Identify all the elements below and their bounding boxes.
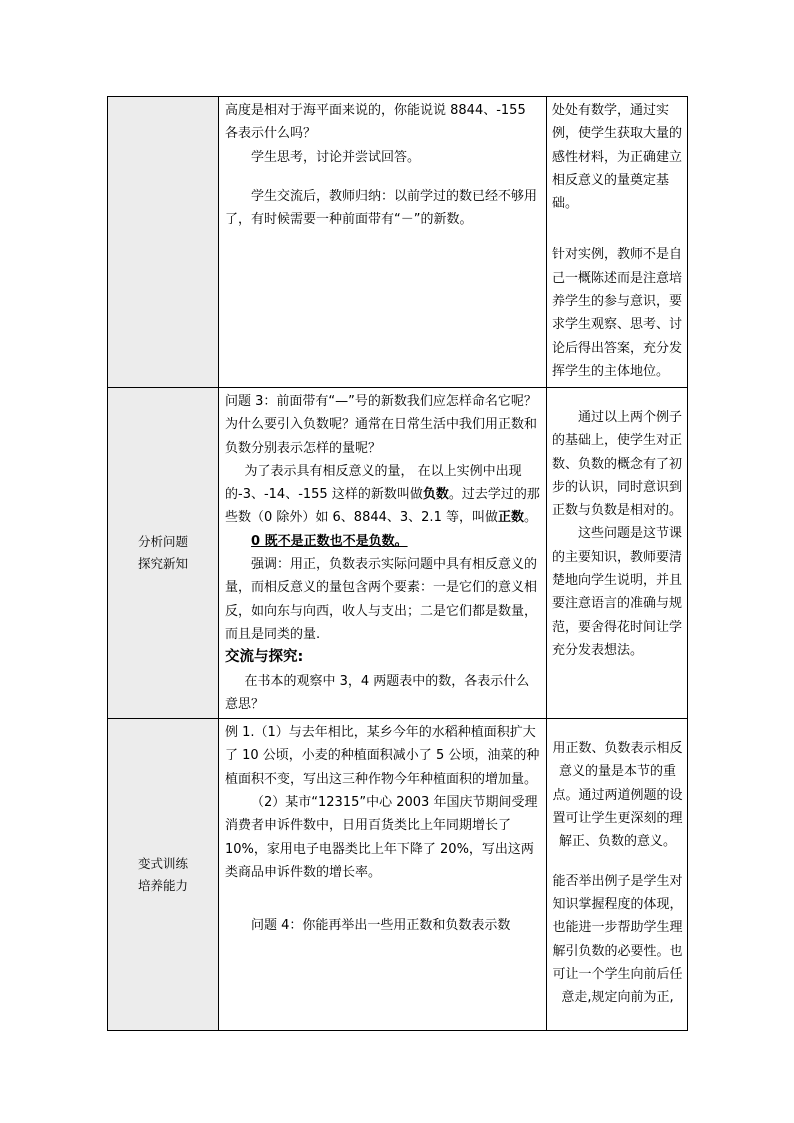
paragraph: 针对实例，教师不是自己一概陈述而是注意培养学生的参与意识，要求学生观察、思考、讨论后得出答案，充分发挥学生的主体地位。 (552, 247, 683, 379)
paragraph: 学生思考，讨论并尝试回答。 (251, 149, 421, 165)
lesson-plan-table (107, 96, 688, 1031)
text-run: 为了表示具有相反意义的量， 在以上实例中出现的-3、-14、-155 这样的新数叫做 (225, 463, 522, 503)
paragraph: 强调：用正，负数表示实际问题中具有相反意义的量，而相反意义的量包含两个要素：一是它们的意义相反，如向东与向西，收人与支出；二是它们都是数量，而且是同类的量. (225, 557, 538, 642)
stage-label-line: 分析问题 (137, 534, 188, 550)
bold-term-negative: 负数 (422, 487, 449, 503)
table-row (108, 388, 688, 719)
bold-term-positive: 正数 (497, 510, 524, 526)
table-row (108, 719, 688, 1031)
section-heading: 交流与探究: (225, 649, 304, 666)
content-cell (219, 97, 547, 388)
content-cell (219, 388, 547, 719)
stage-label-line: 探究新知 (137, 556, 188, 572)
paragraph: 用正数、负数表示相反意义的量是本节的重点。通过两道例题的设置可让学生更深刻的理解正、负数的意义。 (552, 741, 683, 850)
paragraph: 处处有数学，通过实例，使学生获取大量的感性材料，为正确建立相反意义的量奠定基础。 (552, 103, 683, 212)
stage-cell (108, 719, 219, 1031)
content-cell (219, 719, 547, 1031)
stage-label-line: 培养能力 (137, 877, 188, 893)
text-run: 。 (523, 510, 537, 526)
paragraph (225, 460, 541, 530)
spacer (225, 884, 541, 914)
paragraph (225, 530, 541, 553)
stage-cell (108, 97, 219, 388)
underlined-statement: 0 既不是正数也不是负数。 (251, 533, 408, 549)
paragraph: 在书本的观察中 3，4 两题表中的数，各表示什么意思？ (225, 673, 530, 712)
paragraph: 例 1.（1）与去年相比，某乡今年的水稻种植面积扩大了 10 公顷，小麦的种植面积减小了 5 公顷，油菜的种植面积不变，写出这三种作物今年种植面积的增加量。 (225, 725, 540, 787)
table-row (108, 97, 688, 388)
stage-label-line: 变式训练 (137, 855, 188, 871)
paragraph: 高度是相对于海平面来说的，你能说说 8844、-155 各表示什么吗？ (225, 103, 526, 142)
note-cell (547, 719, 688, 1031)
paragraph: 问题 3：前面带有“—”号的新数我们应怎样命名它呢？为什么要引入负数呢？通常在日常生活中我们用正数和负数分别表示怎样的量呢？ (225, 394, 538, 456)
paragraph: 能否举出例子是学生对知识掌握程度的体现，也能进一步帮助学生理解引负数的必要性。也可让一个学生向前后任意走,规定向前为正, (552, 873, 683, 1006)
paragraph: （2）某市“12315”中心 2003 年国庆节期间受理消费者申诉件数中，日用百货类比上年同期增长了 10%，家用电子电器类比上年下降了 20%，写出这两类商品申诉件数的增长率。 (225, 795, 538, 880)
spacer (552, 721, 683, 737)
stage-cell (108, 388, 219, 719)
note-cell (547, 97, 688, 388)
paragraph: 通过以上两个例子的基础上，使学生对正数、负数的概念有了初步的认识，同时意识到正数与负数是相对的。 (552, 410, 683, 519)
spacer (225, 169, 541, 185)
spacer (552, 215, 683, 243)
spacer (552, 854, 683, 870)
paragraph: 问题 4：你能再举出一些用正数和负数表示数 (251, 918, 511, 934)
text-run: 。过去学过的那些数（0 除外）如 6、8844、3、2.1 等，叫做 (225, 487, 540, 526)
paragraph: 这些问题是这节课的主要知识，教师要清楚地向学生说明，并且要注意语言的准确与规范，要舍得花时间让学充分发表想法。 (552, 526, 683, 658)
paragraph: 学生交流后，教师归纳：以前学过的数已经不够用了，有时候需要一种前面带有“－”的新数。 (225, 188, 538, 228)
note-cell (547, 388, 688, 719)
spacer (552, 390, 683, 406)
